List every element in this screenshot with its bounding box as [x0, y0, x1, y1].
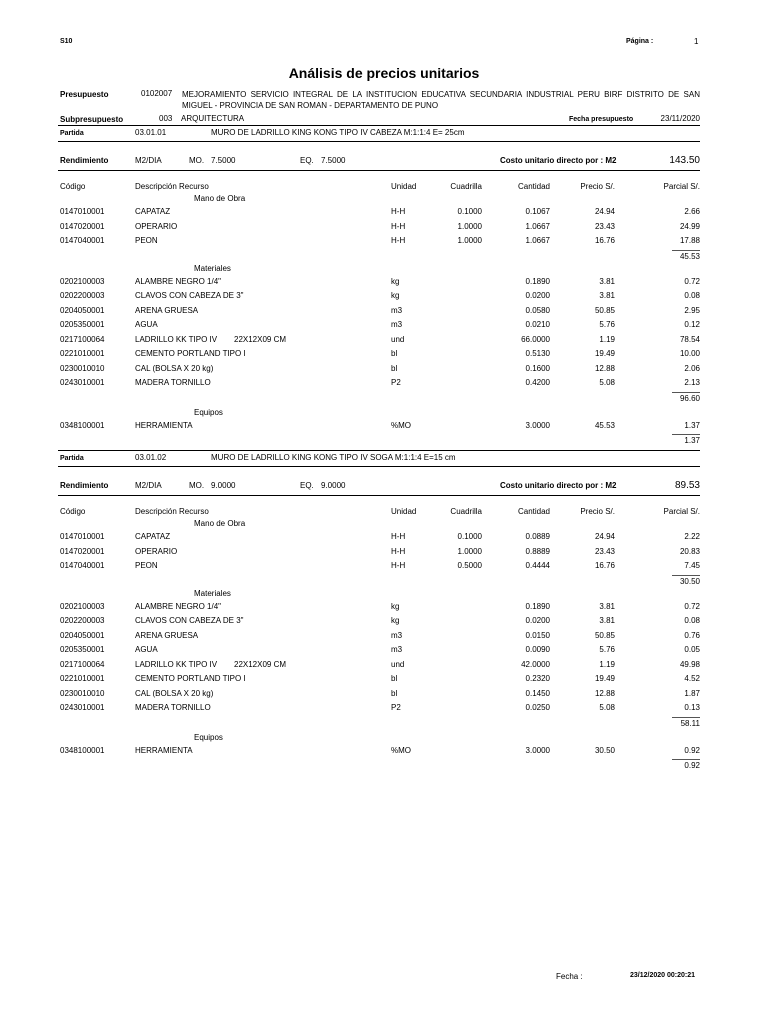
col-header-cantidad: Cantidad: [517, 507, 550, 516]
page-title: Análisis de precios unitarios: [288, 65, 480, 81]
partida-rule: [58, 466, 700, 467]
resource-description: PEON: [135, 561, 158, 570]
col-header-cuadrilla: Cuadrilla: [450, 507, 482, 516]
costo-unitario-value: 89.53: [674, 480, 700, 491]
resource-unit: kg: [391, 616, 400, 625]
column-header-row: [0, 507, 768, 521]
materiales-row: [0, 306, 768, 320]
resource-unit: H-H: [391, 532, 406, 541]
resource-unit: %MO: [391, 745, 411, 755]
resource-parcial: 0.76: [684, 630, 700, 640]
resource-unit: P2: [391, 703, 401, 712]
materiales-row: [0, 660, 768, 674]
resource-precio: 5.08: [599, 378, 615, 387]
equipos-label: Equipos: [194, 732, 223, 742]
partida-rule: [58, 141, 700, 142]
resource-code: 0202100003: [60, 601, 105, 611]
resource-parcial: 17.88: [679, 236, 700, 245]
resource-description: ALAMBRE NEGRO 1/4": [135, 601, 221, 611]
resource-description: ARENA GRUESA: [135, 305, 199, 315]
resource-cantidad: 3.0000: [525, 420, 550, 430]
eq-value: 7.5000: [321, 156, 346, 165]
subpresupuesto-label: Subpresupuesto: [60, 115, 124, 124]
materiales-row: [0, 689, 768, 703]
materiales-row: [0, 335, 768, 349]
resource-unit: m3: [391, 320, 403, 329]
costo-unitario-label: Costo unitario directo por : M2: [500, 156, 617, 165]
resource-code: 0230010010: [60, 688, 105, 698]
resource-parcial: 1.37: [684, 420, 700, 430]
resource-code: 0204050001: [60, 630, 105, 640]
resource-cantidad: 0.0200: [525, 291, 550, 300]
resource-unit: und: [391, 659, 405, 669]
resource-unit: H-H: [391, 546, 406, 556]
resource-unit: H-H: [391, 561, 406, 570]
mo-value: 9.0000: [211, 481, 236, 490]
resource-cantidad: 1.0667: [525, 221, 550, 231]
resource-cuadrilla: 0.1000: [457, 532, 482, 541]
materiales-total: 96.60: [679, 393, 700, 403]
resource-precio: 24.94: [594, 207, 615, 216]
resource-parcial: 0.72: [684, 601, 700, 611]
resource-unit: kg: [391, 276, 400, 286]
mano-obra-row: [0, 222, 768, 236]
resource-precio: 12.88: [594, 363, 615, 373]
resource-precio: 23.43: [594, 221, 615, 231]
resource-code: 0221010001: [60, 674, 105, 683]
resource-code: 0217100064: [60, 334, 105, 344]
resource-code: 0202200003: [60, 291, 105, 300]
resource-precio: 30.50: [594, 745, 615, 755]
materiales-row: [0, 602, 768, 616]
resource-precio: 23.43: [594, 546, 615, 556]
resource-parcial: 0.08: [684, 291, 700, 300]
footer-fecha-value: 23/12/2020 00:20:21: [630, 972, 695, 979]
resource-description-detail: 22X12X09 CM: [234, 659, 287, 669]
col-header-parcial: Parcial S/.: [663, 507, 700, 516]
resource-description: LADRILLO KK TIPO IV: [135, 334, 218, 344]
resource-cantidad: 0.0090: [525, 645, 550, 654]
resource-parcial: 78.54: [679, 334, 700, 344]
resource-description: CLAVOS CON CABEZA DE 3": [135, 616, 244, 625]
mano-obra-label: Mano de Obra: [194, 194, 246, 203]
resource-description-detail: 22X12X09 CM: [234, 334, 287, 344]
resource-precio: 5.08: [599, 703, 615, 712]
materiales-row: [0, 349, 768, 363]
resource-code: 0147040001: [60, 561, 105, 570]
resource-unit: H-H: [391, 221, 406, 231]
rendimiento-unit: M2/DIA: [135, 156, 162, 165]
mano-obra-total-rule: [672, 575, 700, 576]
column-header-row: [0, 182, 768, 196]
page-number: 1: [694, 37, 699, 46]
system-code: S10: [60, 38, 73, 45]
resource-parcial: 1.87: [684, 688, 700, 698]
resource-code: 0348100001: [60, 745, 105, 755]
mo-value: 7.5000: [211, 156, 236, 165]
subpresupuesto-code: 003: [159, 114, 173, 123]
resource-cantidad: 0.0889: [525, 532, 550, 541]
resource-description: LADRILLO KK TIPO IV: [135, 659, 218, 669]
equipos-total-rule: [672, 434, 700, 435]
mano-obra-row: [0, 561, 768, 575]
subpresupuesto-description: ARQUITECTURA: [181, 114, 245, 123]
resource-description: OPERARIO: [135, 546, 178, 556]
resource-unit: kg: [391, 291, 400, 300]
resource-cuadrilla: 1.0000: [457, 221, 482, 231]
rendimiento-label: Rendimiento: [60, 156, 109, 165]
resource-unit: bl: [391, 363, 398, 373]
resource-precio: 19.49: [594, 349, 615, 358]
resource-description: CLAVOS CON CABEZA DE 3": [135, 291, 244, 300]
materiales-row: [0, 291, 768, 305]
resource-unit: m3: [391, 645, 403, 654]
resource-parcial: 24.99: [679, 221, 700, 231]
page-label: Página :: [626, 38, 654, 45]
partida-top-rule: [58, 125, 700, 126]
resource-cantidad: 0.5130: [525, 349, 550, 358]
resource-cantidad: 0.8889: [525, 546, 550, 556]
rendimiento-rule: [58, 495, 700, 496]
resource-cantidad: 0.0250: [525, 703, 550, 712]
partida-code: 03.01.02: [135, 453, 167, 462]
resource-cuadrilla: 1.0000: [457, 546, 482, 556]
materiales-total-rule: [672, 392, 700, 393]
fecha-presupuesto-value: 23/11/2020: [660, 114, 700, 123]
resource-description: ARENA GRUESA: [135, 630, 199, 640]
mano-obra-row: [0, 547, 768, 561]
resource-cantidad: 0.4444: [525, 561, 550, 570]
equipos-total: 1.37: [684, 436, 700, 445]
resource-cantidad: 0.0150: [525, 630, 550, 640]
resource-code: 0147020001: [60, 546, 105, 556]
resource-description: AGUA: [135, 645, 158, 654]
partida-code: 03.01.01: [135, 128, 167, 137]
mano-obra-row: [0, 236, 768, 250]
resource-description: OPERARIO: [135, 221, 178, 231]
resource-description: HERRAMIENTA: [135, 745, 193, 755]
partida-label: Partida: [60, 130, 84, 137]
resource-parcial: 7.45: [684, 561, 700, 570]
resource-parcial: 0.12: [684, 320, 700, 329]
resource-description: CAPATAZ: [135, 207, 171, 216]
resource-precio: 19.49: [594, 674, 615, 683]
resource-parcial: 2.13: [684, 378, 700, 387]
mano-obra-row: [0, 207, 768, 221]
rendimiento-rule: [58, 170, 700, 171]
resource-precio: 3.81: [599, 616, 615, 625]
col-header-precio: Precio S/.: [580, 507, 615, 516]
resource-description: CAL (BOLSA X 20 kg): [135, 363, 214, 373]
materiales-row: [0, 645, 768, 659]
resource-description: CAL (BOLSA X 20 kg): [135, 688, 214, 698]
resource-unit: %MO: [391, 420, 411, 430]
col-header-codigo: Código: [60, 182, 86, 191]
resource-unit: bl: [391, 674, 398, 683]
resource-cantidad: 0.1450: [525, 688, 550, 698]
materiales-row: [0, 703, 768, 717]
resource-precio: 3.81: [599, 291, 615, 300]
resource-description: PEON: [135, 236, 158, 245]
resource-unit: m3: [391, 630, 403, 640]
resource-parcial: 10.00: [679, 349, 700, 358]
partida-description: MURO DE LADRILLO KING KONG TIPO IV CABEZA M:1:1:4 E= 25cm: [211, 128, 465, 137]
equipos-row: [0, 746, 768, 760]
resource-precio: 16.76: [594, 561, 615, 570]
resource-description: MADERA TORNILLO: [135, 378, 211, 387]
materiales-row: [0, 378, 768, 392]
resource-unit: kg: [391, 601, 400, 611]
presupuesto-description: MEJORAMIENTO SERVICIO INTEGRAL DE LA INSTITUCION EDUCATIVA SECUNDARIA INDUSTRIAL PERU BIRF DISTRITO DE SAN MIGUEL - PROVINCIA DE SAN ROMAN - DEPARTAMENTO DE PUNO: [182, 90, 700, 110]
resource-cantidad: 0.1890: [525, 276, 550, 286]
eq-label: EQ.: [300, 481, 314, 490]
resource-code: 0348100001: [60, 420, 105, 430]
resource-parcial: 2.66: [684, 207, 700, 216]
col-header-descripcion: Descripción Recurso: [135, 182, 209, 191]
resource-precio: 1.19: [599, 334, 615, 344]
resource-description: HERRAMIENTA: [135, 420, 193, 430]
mano-obra-total-rule: [672, 250, 700, 251]
resource-cantidad: 0.1067: [525, 207, 550, 216]
partida-label: Partida: [60, 455, 84, 462]
resource-unit: bl: [391, 349, 398, 358]
resource-cantidad: 1.0667: [525, 236, 550, 245]
presupuesto-label: Presupuesto: [60, 90, 109, 99]
resource-code: 0202100003: [60, 276, 105, 286]
materiales-row: [0, 277, 768, 291]
partida-description: MURO DE LADRILLO KING KONG TIPO IV SOGA M:1:1:4 E=15 cm: [211, 453, 456, 462]
resource-unit: P2: [391, 378, 401, 387]
mano-obra-row: [0, 532, 768, 546]
resource-precio: 5.76: [599, 645, 615, 654]
costo-unitario-label: Costo unitario directo por : M2: [500, 481, 617, 490]
resource-cantidad: 42.0000: [521, 659, 550, 669]
resource-parcial: 0.13: [684, 703, 700, 712]
col-header-parcial: Parcial S/.: [663, 182, 700, 191]
resource-parcial: 0.72: [684, 276, 700, 286]
col-header-descripcion: Descripción Recurso: [135, 507, 209, 516]
costo-unitario-value: 143.50: [669, 155, 700, 166]
resource-code: 0147010001: [60, 532, 105, 541]
resource-cuadrilla: 0.5000: [457, 561, 482, 570]
resource-code: 0202200003: [60, 616, 105, 625]
resource-code: 0205350001: [60, 320, 105, 329]
materiales-label: Materiales: [194, 588, 231, 598]
col-header-codigo: Código: [60, 507, 86, 516]
resource-description: MADERA TORNILLO: [135, 703, 211, 712]
partida-top-rule: [58, 450, 700, 451]
resource-cantidad: 0.0580: [525, 305, 550, 315]
resource-description: ALAMBRE NEGRO 1/4": [135, 276, 221, 286]
resource-precio: 50.85: [594, 630, 615, 640]
resource-code: 0243010001: [60, 703, 105, 712]
resource-precio: 12.88: [594, 688, 615, 698]
resource-precio: 1.19: [599, 659, 615, 669]
resource-parcial: 49.98: [679, 659, 700, 669]
resource-precio: 50.85: [594, 305, 615, 315]
resource-unit: H-H: [391, 207, 406, 216]
equipos-total: 0.92: [684, 761, 700, 770]
resource-parcial: 2.22: [684, 532, 700, 541]
presupuesto-code: 0102007: [141, 89, 173, 98]
resource-precio: 5.76: [599, 320, 615, 329]
materiales-row: [0, 320, 768, 334]
resource-description: AGUA: [135, 320, 158, 329]
col-header-precio: Precio S/.: [580, 182, 615, 191]
resource-unit: und: [391, 334, 405, 344]
col-header-unidad: Unidad: [391, 182, 417, 191]
equipos-row: [0, 421, 768, 435]
fecha-presupuesto-label: Fecha presupuesto: [569, 116, 634, 123]
resource-precio: 45.53: [594, 420, 615, 430]
resource-description: CAPATAZ: [135, 532, 171, 541]
materiales-row: [0, 674, 768, 688]
resource-parcial: 2.06: [684, 363, 700, 373]
resource-code: 0147040001: [60, 236, 105, 245]
rendimiento-label: Rendimiento: [60, 481, 109, 490]
resource-code: 0221010001: [60, 349, 105, 358]
materiales-total-rule: [672, 717, 700, 718]
resource-code: 0217100064: [60, 659, 105, 669]
col-header-cantidad: Cantidad: [517, 182, 550, 191]
footer-fecha-label: Fecha :: [556, 972, 583, 981]
col-header-cuadrilla: Cuadrilla: [450, 182, 482, 191]
mo-label: MO.: [189, 481, 205, 490]
mano-obra-label: Mano de Obra: [194, 519, 246, 528]
resource-parcial: 0.08: [684, 616, 700, 625]
mano-obra-total: 30.50: [679, 576, 700, 586]
resource-cantidad: 3.0000: [525, 745, 550, 755]
resource-cantidad: 0.1890: [525, 601, 550, 611]
resource-unit: m3: [391, 305, 403, 315]
resource-cuadrilla: 1.0000: [457, 236, 482, 245]
col-header-unidad: Unidad: [391, 507, 417, 516]
resource-unit: bl: [391, 688, 398, 698]
resource-precio: 3.81: [599, 276, 615, 286]
resource-parcial: 4.52: [684, 674, 700, 683]
resource-cantidad: 0.0210: [525, 320, 550, 329]
mano-obra-total: 45.53: [679, 251, 700, 261]
resource-parcial: 0.92: [684, 745, 700, 755]
resource-code: 0147010001: [60, 207, 105, 216]
resource-cantidad: 0.2320: [525, 674, 550, 683]
resource-parcial: 20.83: [679, 546, 700, 556]
resource-description: CEMENTO PORTLAND TIPO I: [135, 349, 246, 358]
eq-label: EQ.: [300, 156, 314, 165]
resource-code: 0230010010: [60, 363, 105, 373]
resource-cantidad: 66.0000: [521, 334, 550, 344]
resource-cuadrilla: 0.1000: [457, 207, 482, 216]
rendimiento-unit: M2/DIA: [135, 481, 162, 490]
mo-label: MO.: [189, 156, 205, 165]
materiales-label: Materiales: [194, 263, 231, 273]
materiales-row: [0, 631, 768, 645]
materiales-row: [0, 364, 768, 378]
resource-code: 0147020001: [60, 221, 105, 231]
equipos-total-rule: [672, 759, 700, 760]
eq-value: 9.0000: [321, 481, 346, 490]
resource-cantidad: 0.0200: [525, 616, 550, 625]
resource-precio: 3.81: [599, 601, 615, 611]
materiales-total: 58.11: [680, 718, 700, 728]
resource-code: 0243010001: [60, 378, 105, 387]
resource-parcial: 2.95: [684, 305, 700, 315]
resource-precio: 16.76: [594, 236, 615, 245]
resource-cantidad: 0.1600: [525, 363, 550, 373]
equipos-label: Equipos: [194, 407, 223, 417]
resource-code: 0204050001: [60, 305, 105, 315]
resource-cantidad: 0.4200: [525, 378, 550, 387]
resource-description: CEMENTO PORTLAND TIPO I: [135, 674, 246, 683]
resource-precio: 24.94: [594, 532, 615, 541]
materiales-row: [0, 616, 768, 630]
resource-code: 0205350001: [60, 645, 105, 654]
resource-unit: H-H: [391, 236, 406, 245]
resource-parcial: 0.05: [684, 645, 700, 654]
